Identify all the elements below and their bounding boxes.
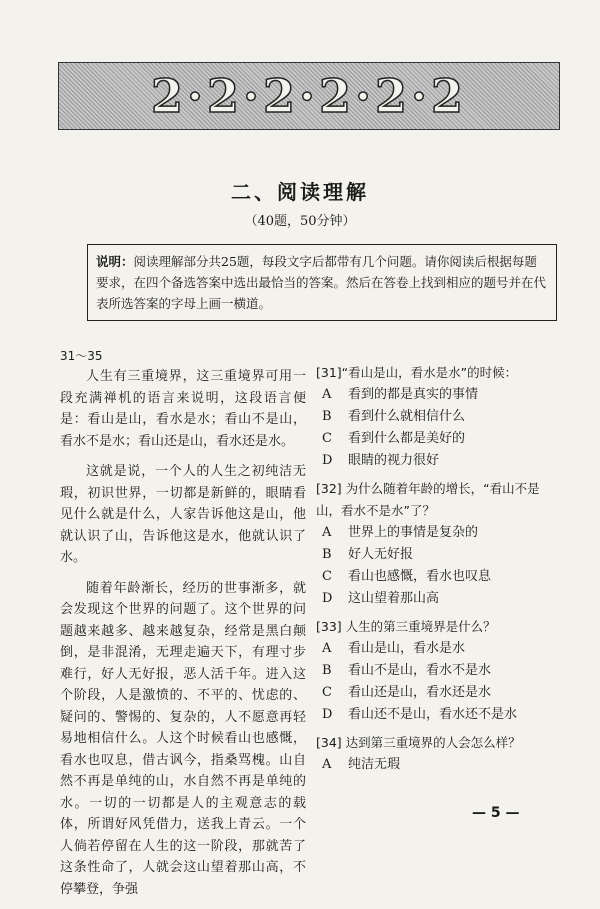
- option-text: 纯洁无瑕: [348, 757, 401, 772]
- option-text: 好人无好报: [348, 547, 414, 562]
- option-text: 看山是山，看水是水: [348, 641, 466, 656]
- option-letter: A: [322, 641, 332, 656]
- option[interactable]: [316, 588, 550, 610]
- option-text: 看山还是山，看水还是水: [348, 685, 492, 700]
- option-text: 看山还不是山，看水还不是水: [348, 707, 518, 722]
- question-34: [316, 732, 550, 776]
- passage-paragraph: 随着年龄渐长，经历的世事渐多，就会发现这个世界的问题了。这个世界的问题越来越多、越来越复杂，经常是黑白颠倒，是非混淆，无理走遍天下，有理寸步难行，好人无好报，恶人活千年。进入这个阶段，人是激愤的、不平的、忧虑的、疑问的、警惕的、复杂的，人不愿意再轻易地相信什么。人这个时候看山也感慨，看水也叹息，借古讽今，指桑骂槐。山自然不再是单纯的山，水自然不再是单纯的水。一切的一切都是人的主观意志的载体，所谓好风凭借力，送我上青云。一个人倘若停留在人生的这一阶段，那就苦了这条性命了，人就会这山望着那山高，不停攀登，争强: [60, 580, 306, 897]
- option-letter: A: [322, 387, 332, 402]
- option-letter: D: [322, 453, 333, 468]
- option-letter: C: [322, 685, 332, 700]
- option[interactable]: [316, 544, 550, 566]
- questions-column: [316, 362, 550, 782]
- section-subtitle: （40题，50分钟）: [244, 214, 356, 229]
- header-band-text: 2·2·2·2·2·2: [150, 69, 468, 123]
- option-text: 看山不是山，看水不是水: [348, 663, 492, 678]
- question-stem: [34] 达到第三重境界的人会怎么样？: [316, 735, 521, 750]
- question-32: [316, 478, 550, 610]
- option[interactable]: [316, 704, 550, 726]
- option-text: 看山也感慨，看水也叹息: [348, 569, 492, 584]
- passage-paragraph: 这就是说，一个人的人生之初纯洁无瑕，初识世界，一切都是新鲜的，眼睛看见什么就是什么，人家告诉他这是山，他就认识了山，告诉他这是水，他就认识了水。: [60, 464, 306, 565]
- option[interactable]: [316, 682, 550, 704]
- option-letter: D: [322, 591, 333, 606]
- passage-paragraph: 人生有三重境界，这三重境界可用一段充满禅机的语言来说明，这段语言便是：看山是山，看水是水；看山不是山，看水不是水；看山还是山，看水还是水。: [60, 369, 306, 449]
- instructions-label: 说明：: [96, 254, 134, 269]
- option-letter: B: [322, 409, 332, 424]
- option-letter: A: [322, 757, 332, 772]
- option[interactable]: [316, 384, 550, 406]
- option[interactable]: [316, 450, 550, 472]
- header-band: [58, 62, 560, 130]
- passage-range: 31～35: [60, 349, 103, 363]
- option[interactable]: [316, 566, 550, 588]
- question-33: [316, 616, 550, 726]
- passage-column: [60, 366, 306, 909]
- option[interactable]: [316, 754, 550, 776]
- section-title: 二、阅读理解: [231, 180, 369, 204]
- option-text: 看到什么就相信什么: [348, 409, 466, 424]
- instructions-text: 阅读理解部分共25题，每段文字后都带有几个问题。请你阅读后根据每题要求，在四个备选答案中选出最恰当的答案。然后在答卷上找到相应的题号并在代表所选答案的字母上画一横道。: [96, 254, 547, 311]
- option-text: 这山望着那山高: [348, 591, 440, 606]
- instructions-box: [87, 244, 557, 321]
- option-letter: D: [322, 707, 333, 722]
- question-stem: [31]“看山是山，看水是水”的时候：: [316, 365, 518, 380]
- option[interactable]: [316, 522, 550, 544]
- option[interactable]: [316, 428, 550, 450]
- question-31: [316, 362, 550, 472]
- option[interactable]: [316, 638, 550, 660]
- option-text: 看到什么都是美好的: [348, 431, 466, 446]
- page-number: — 5 —: [472, 805, 520, 821]
- option-letter: B: [322, 547, 332, 562]
- question-stem: [33] 人生的第三重境界是什么？: [316, 619, 496, 634]
- option-letter: C: [322, 431, 332, 446]
- option[interactable]: [316, 660, 550, 682]
- option-text: 眼睛的视力很好: [348, 453, 440, 468]
- option-text: 世界上的事情是复杂的: [348, 525, 479, 540]
- option[interactable]: [316, 406, 550, 428]
- option-text: 看到的都是真实的事情: [348, 387, 479, 402]
- option-letter: C: [322, 569, 332, 584]
- option-letter: A: [322, 525, 332, 540]
- question-stem: [32] 为什么随着年龄的增长，“看山不是山，看水不是水”了？: [316, 481, 540, 518]
- option-letter: B: [322, 663, 332, 678]
